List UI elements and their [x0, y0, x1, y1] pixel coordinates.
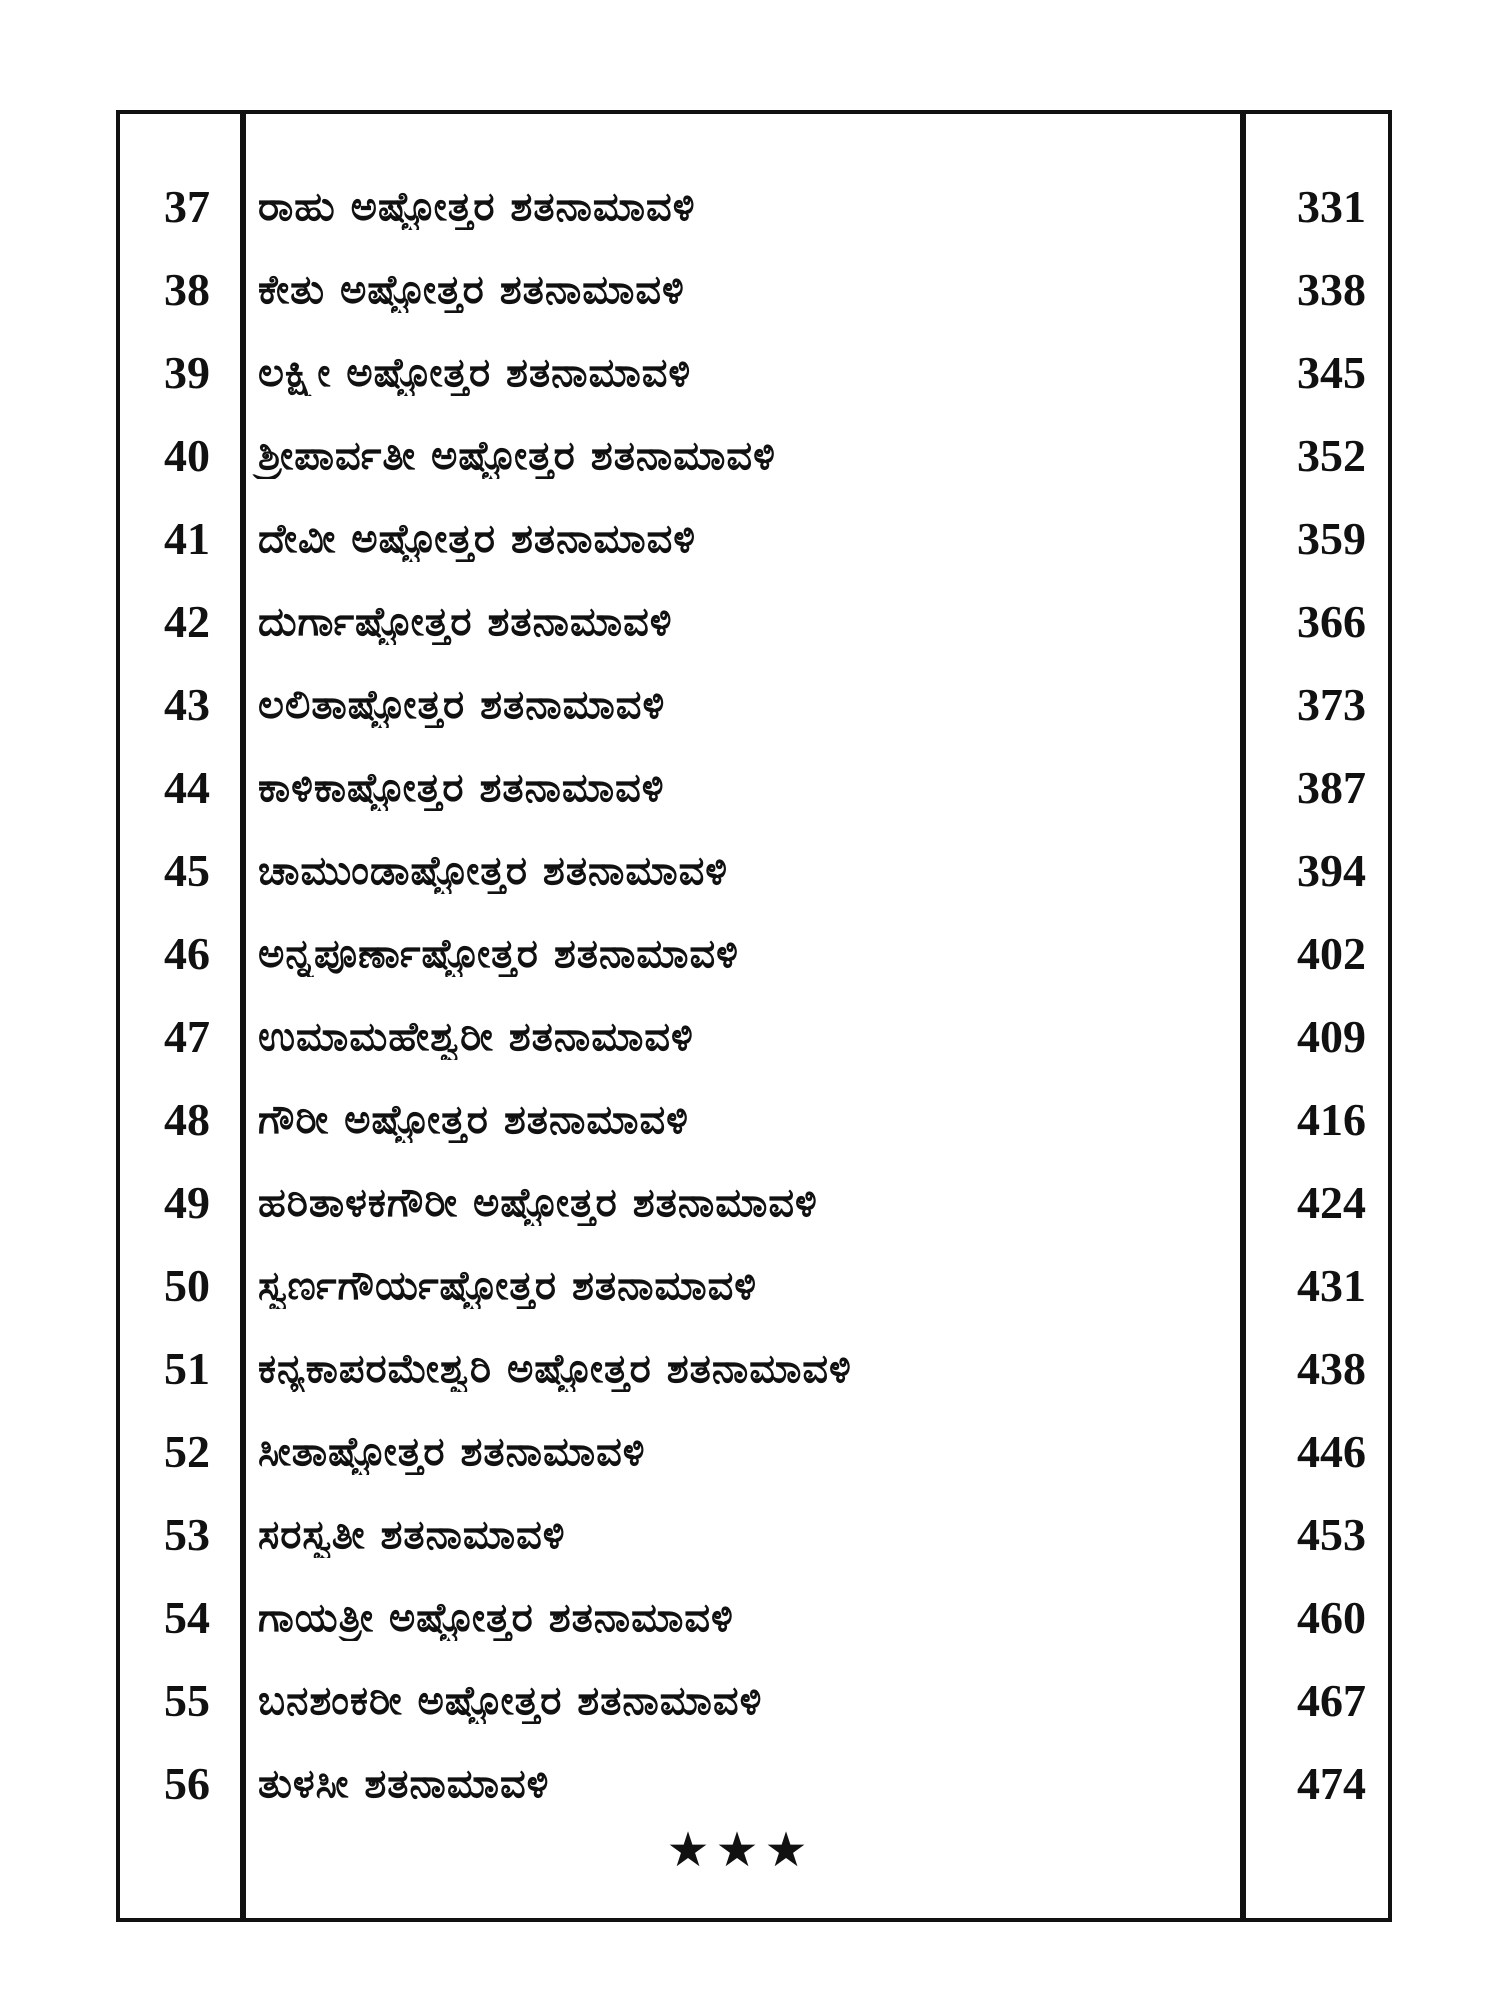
- toc-row: [116, 580, 1392, 663]
- entry-title: ಗಾಯತ್ರೀ ಅಷ್ಟೋತ್ತರ ಶತನಾಮಾವಳಿ: [258, 1594, 734, 1641]
- entry-number: 50: [164, 1260, 210, 1311]
- entry-page: 409: [1297, 1011, 1366, 1062]
- entry-page: 394: [1297, 845, 1366, 896]
- entry-number: 52: [164, 1426, 210, 1477]
- entry-title: ಶ್ರೀಪಾರ್ವತೀ ಅಷ್ಟೋತ್ತರ ಶತನಾಮಾವಳಿ: [258, 432, 776, 479]
- entry-title: ಸೀತಾಷ್ಟೋತ್ತರ ಶತನಾಮಾವಳಿ: [258, 1428, 646, 1475]
- toc-row: [116, 1659, 1392, 1742]
- entry-page: 431: [1297, 1260, 1366, 1311]
- entry-page: 366: [1297, 596, 1366, 647]
- entry-title: ದೇವೀ ಅಷ್ಟೋತ್ತರ ಶತನಾಮಾವಳಿ: [258, 515, 697, 562]
- toc-row: [116, 414, 1392, 497]
- toc-row: [116, 1576, 1392, 1659]
- entry-title: ಲಲಿತಾಷ್ಟೋತ್ತರ ಶತನಾಮಾವಳಿ: [258, 681, 666, 728]
- end-stars-ornament: ★★★: [666, 1822, 814, 1878]
- entry-page: 338: [1297, 264, 1366, 315]
- entry-number: 47: [164, 1011, 210, 1062]
- entry-title: ಸ್ವರ್ಣಗೌರ್ಯಷ್ಟೋತ್ತರ ಶತನಾಮಾವಳಿ: [258, 1262, 758, 1309]
- entry-title: ಬನಶಂಕರೀ ಅಷ್ಟೋತ್ತರ ಶತನಾಮಾವಳಿ: [258, 1677, 763, 1724]
- entry-title: ಉಮಾಮಹೇಶ್ವರೀ ಶತನಾಮಾವಳಿ: [258, 1013, 694, 1060]
- entry-number: 53: [164, 1509, 210, 1560]
- entry-number: 37: [164, 181, 210, 232]
- entry-page: 352: [1297, 430, 1366, 481]
- entry-title: ದುರ್ಗಾಷ್ಟೋತ್ತರ ಶತನಾಮಾವಳಿ: [258, 598, 673, 645]
- entry-number: 56: [164, 1758, 210, 1809]
- entry-number: 43: [164, 679, 210, 730]
- toc-row: [116, 1493, 1392, 1576]
- entry-number: 45: [164, 845, 210, 896]
- entry-title: ಸರಸ್ವತೀ ಶತನಾಮಾವಳಿ: [258, 1511, 566, 1558]
- toc-row: [116, 1410, 1392, 1493]
- entry-page: 438: [1297, 1343, 1366, 1394]
- entry-number: 54: [164, 1592, 210, 1643]
- entry-page: 402: [1297, 928, 1366, 979]
- toc-row: [116, 1078, 1392, 1161]
- entry-title: ಲಕ್ಷ್ಮೀ ಅಷ್ಟೋತ್ತರ ಶತನಾಮಾವಳಿ: [258, 349, 692, 396]
- toc-row: [116, 331, 1392, 414]
- entry-number: 38: [164, 264, 210, 315]
- entry-page: 467: [1297, 1675, 1366, 1726]
- entry-page: 446: [1297, 1426, 1366, 1477]
- toc-row: [116, 1742, 1392, 1825]
- entry-number: 42: [164, 596, 210, 647]
- entry-page: 373: [1297, 679, 1366, 730]
- entry-number: 40: [164, 430, 210, 481]
- entry-title: ಹರಿತಾಳಕಗೌರೀ ಅಷ್ಟೋತ್ತರ ಶತನಾಮಾವಳಿ: [258, 1179, 818, 1226]
- toc-row: [116, 746, 1392, 829]
- entry-number: 51: [164, 1343, 210, 1394]
- entry-number: 46: [164, 928, 210, 979]
- toc-row: [116, 912, 1392, 995]
- entry-number: 41: [164, 513, 210, 564]
- entry-title: ಕಾಳಿಕಾಷ್ಟೋತ್ತರ ಶತನಾಮಾವಳಿ: [258, 764, 665, 811]
- entry-title: ಕೇತು ಅಷ್ಟೋತ್ತರ ಶತನಾಮಾವಳಿ: [258, 266, 685, 313]
- entry-title: ಅನ್ನಪೂರ್ಣಾಷ್ಟೋತ್ತರ ಶತನಾಮಾವಳಿ: [258, 930, 739, 977]
- entry-page: 424: [1297, 1177, 1366, 1228]
- entry-page: 453: [1297, 1509, 1366, 1560]
- entry-title: ಚಾಮುಂಡಾಷ್ಟೋತ್ತರ ಶತನಾಮಾವಳಿ: [258, 847, 729, 894]
- entry-title: ಗೌರೀ ಅಷ್ಟೋತ್ತರ ಶತನಾಮಾವಳಿ: [258, 1096, 689, 1143]
- entry-number: 44: [164, 762, 210, 813]
- entry-number: 55: [164, 1675, 210, 1726]
- entry-number: 48: [164, 1094, 210, 1145]
- entry-page: 460: [1297, 1592, 1366, 1643]
- entry-title: ತುಳಸೀ ಶತನಾಮಾವಳಿ: [258, 1760, 550, 1807]
- entry-page: 416: [1297, 1094, 1366, 1145]
- entry-page: 345: [1297, 347, 1366, 398]
- toc-row: [116, 1161, 1392, 1244]
- entry-title: ಕನ್ಯಕಾಪರಮೇಶ್ವರಿ ಅಷ್ಟೋತ್ತರ ಶತನಾಮಾವಳಿ: [258, 1345, 852, 1392]
- toc-row: [116, 829, 1392, 912]
- entry-page: 387: [1297, 762, 1366, 813]
- toc-row: [116, 497, 1392, 580]
- entry-page: 331: [1297, 181, 1366, 232]
- entry-number: 39: [164, 347, 210, 398]
- toc-row: [116, 1327, 1392, 1410]
- entry-page: 359: [1297, 513, 1366, 564]
- toc-row: [116, 1244, 1392, 1327]
- toc-row: [116, 165, 1392, 248]
- entry-number: 49: [164, 1177, 210, 1228]
- toc-row: [116, 995, 1392, 1078]
- toc-row: [116, 248, 1392, 331]
- toc-row: [116, 663, 1392, 746]
- toc-list: [116, 165, 1392, 1825]
- entry-page: 474: [1297, 1758, 1366, 1809]
- entry-title: ರಾಹು ಅಷ್ಟೋತ್ತರ ಶತನಾಮಾವಳಿ: [258, 183, 696, 230]
